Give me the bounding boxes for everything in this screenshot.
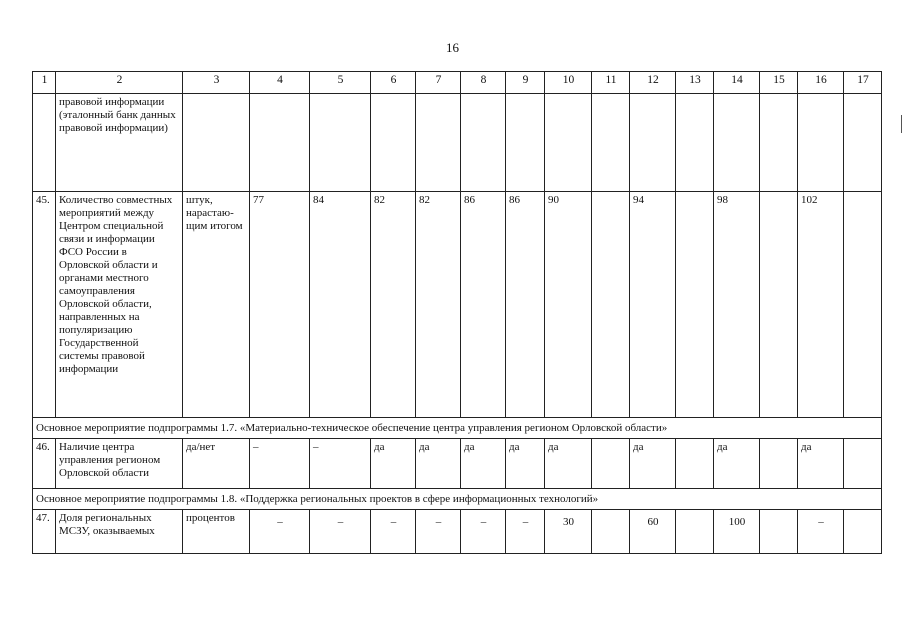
- column-header: 12: [630, 72, 676, 94]
- table-row-continued: [33, 94, 882, 192]
- column-header: 6: [371, 72, 416, 94]
- value-cell: [592, 439, 630, 489]
- value-cell: 100: [714, 510, 760, 554]
- section-title: Основное мероприятие подпрограммы 1.8. «Поддержка региональных проектов в сфере информационных технологий»: [33, 489, 882, 510]
- value-cell: 86: [506, 192, 545, 418]
- value-cell: [760, 510, 798, 554]
- value-cell: да: [371, 439, 416, 489]
- value-cell: –: [461, 510, 506, 554]
- value-cell: да: [630, 439, 676, 489]
- value-cell: [844, 439, 882, 489]
- value-cell: [760, 439, 798, 489]
- header-row: [33, 72, 882, 94]
- value-cell: [760, 192, 798, 418]
- value-cell: да: [545, 439, 592, 489]
- value-cell: да: [416, 439, 461, 489]
- column-header: 14: [714, 72, 760, 94]
- page-number: 16: [446, 40, 459, 55]
- value-cell: да: [798, 439, 844, 489]
- indicator-name-cell: правовой информации (эталонный банк данных правовой информации): [56, 94, 183, 192]
- column-header: 15: [760, 72, 798, 94]
- value-cell: 94: [630, 192, 676, 418]
- value-cell: 102: [798, 192, 844, 418]
- value-cell: [844, 510, 882, 554]
- value-cell: 86: [461, 192, 506, 418]
- row-number-cell: 46.: [33, 439, 56, 489]
- value-cell: [592, 192, 630, 418]
- value-cell: 60: [630, 510, 676, 554]
- value-cell: 82: [416, 192, 461, 418]
- section-row-1-7: [33, 418, 882, 439]
- value-cell: 98: [714, 192, 760, 418]
- column-header: 9: [506, 72, 545, 94]
- value-cell: 77: [250, 192, 310, 418]
- section-title: Основное мероприятие подпрограммы 1.7. «Материально-техническое обеспечение центра управления регионом Орловской области»: [33, 418, 882, 439]
- table-row-46: [33, 439, 882, 489]
- unit-cell: штук, нарастаю-щим итогом: [183, 192, 250, 418]
- value-cell: [592, 510, 630, 554]
- column-header: 16: [798, 72, 844, 94]
- value-cell: –: [416, 510, 461, 554]
- value-cell: 90: [545, 192, 592, 418]
- value-cell: да: [714, 439, 760, 489]
- value-cell: [676, 439, 714, 489]
- table-row-47: [33, 510, 882, 554]
- value-cell: –: [250, 510, 310, 554]
- indicator-name-cell: Доля региональных МСЗУ, оказываемых: [56, 510, 183, 554]
- value-cell: [676, 510, 714, 554]
- table-row-45: [33, 192, 882, 418]
- value-cell: –: [371, 510, 416, 554]
- row-number-cell: [33, 94, 56, 192]
- row-number-cell: 47.: [33, 510, 56, 554]
- column-header: 13: [676, 72, 714, 94]
- column-header: 3: [183, 72, 250, 94]
- value-cell: [844, 192, 882, 418]
- indicator-name-cell: Наличие центра управления регионом Орловской области: [56, 439, 183, 489]
- column-header: 17: [844, 72, 882, 94]
- value-cell: –: [798, 510, 844, 554]
- value-cell: –: [310, 439, 371, 489]
- unit-cell: да/нет: [183, 439, 250, 489]
- value-cell: [676, 192, 714, 418]
- unit-cell: процентов: [183, 510, 250, 554]
- column-header: 4: [250, 72, 310, 94]
- column-header: 7: [416, 72, 461, 94]
- column-header: 2: [56, 72, 183, 94]
- column-header: 5: [310, 72, 371, 94]
- column-header: 10: [545, 72, 592, 94]
- row-number-cell: 45.: [33, 192, 56, 418]
- value-cell: –: [250, 439, 310, 489]
- value-cell: 82: [371, 192, 416, 418]
- column-header: 11: [592, 72, 630, 94]
- column-header: 1: [33, 72, 56, 94]
- value-cell: 84: [310, 192, 371, 418]
- value-cell: 30: [545, 510, 592, 554]
- indicators-table: [32, 71, 882, 554]
- section-row-1-8: [33, 489, 882, 510]
- indicator-name-cell: Количество совместных мероприятий между Центром специальной связи и информации ФСО России в Орловской области и органами местного самоуправления Орловской области, направленных на популяризацию Государственной системы правовой информации: [56, 192, 183, 418]
- value-cell: –: [310, 510, 371, 554]
- column-header: 8: [461, 72, 506, 94]
- value-cell: да: [461, 439, 506, 489]
- value-cell: да: [506, 439, 545, 489]
- value-cell: –: [506, 510, 545, 554]
- scan-edge-mark: [901, 115, 902, 133]
